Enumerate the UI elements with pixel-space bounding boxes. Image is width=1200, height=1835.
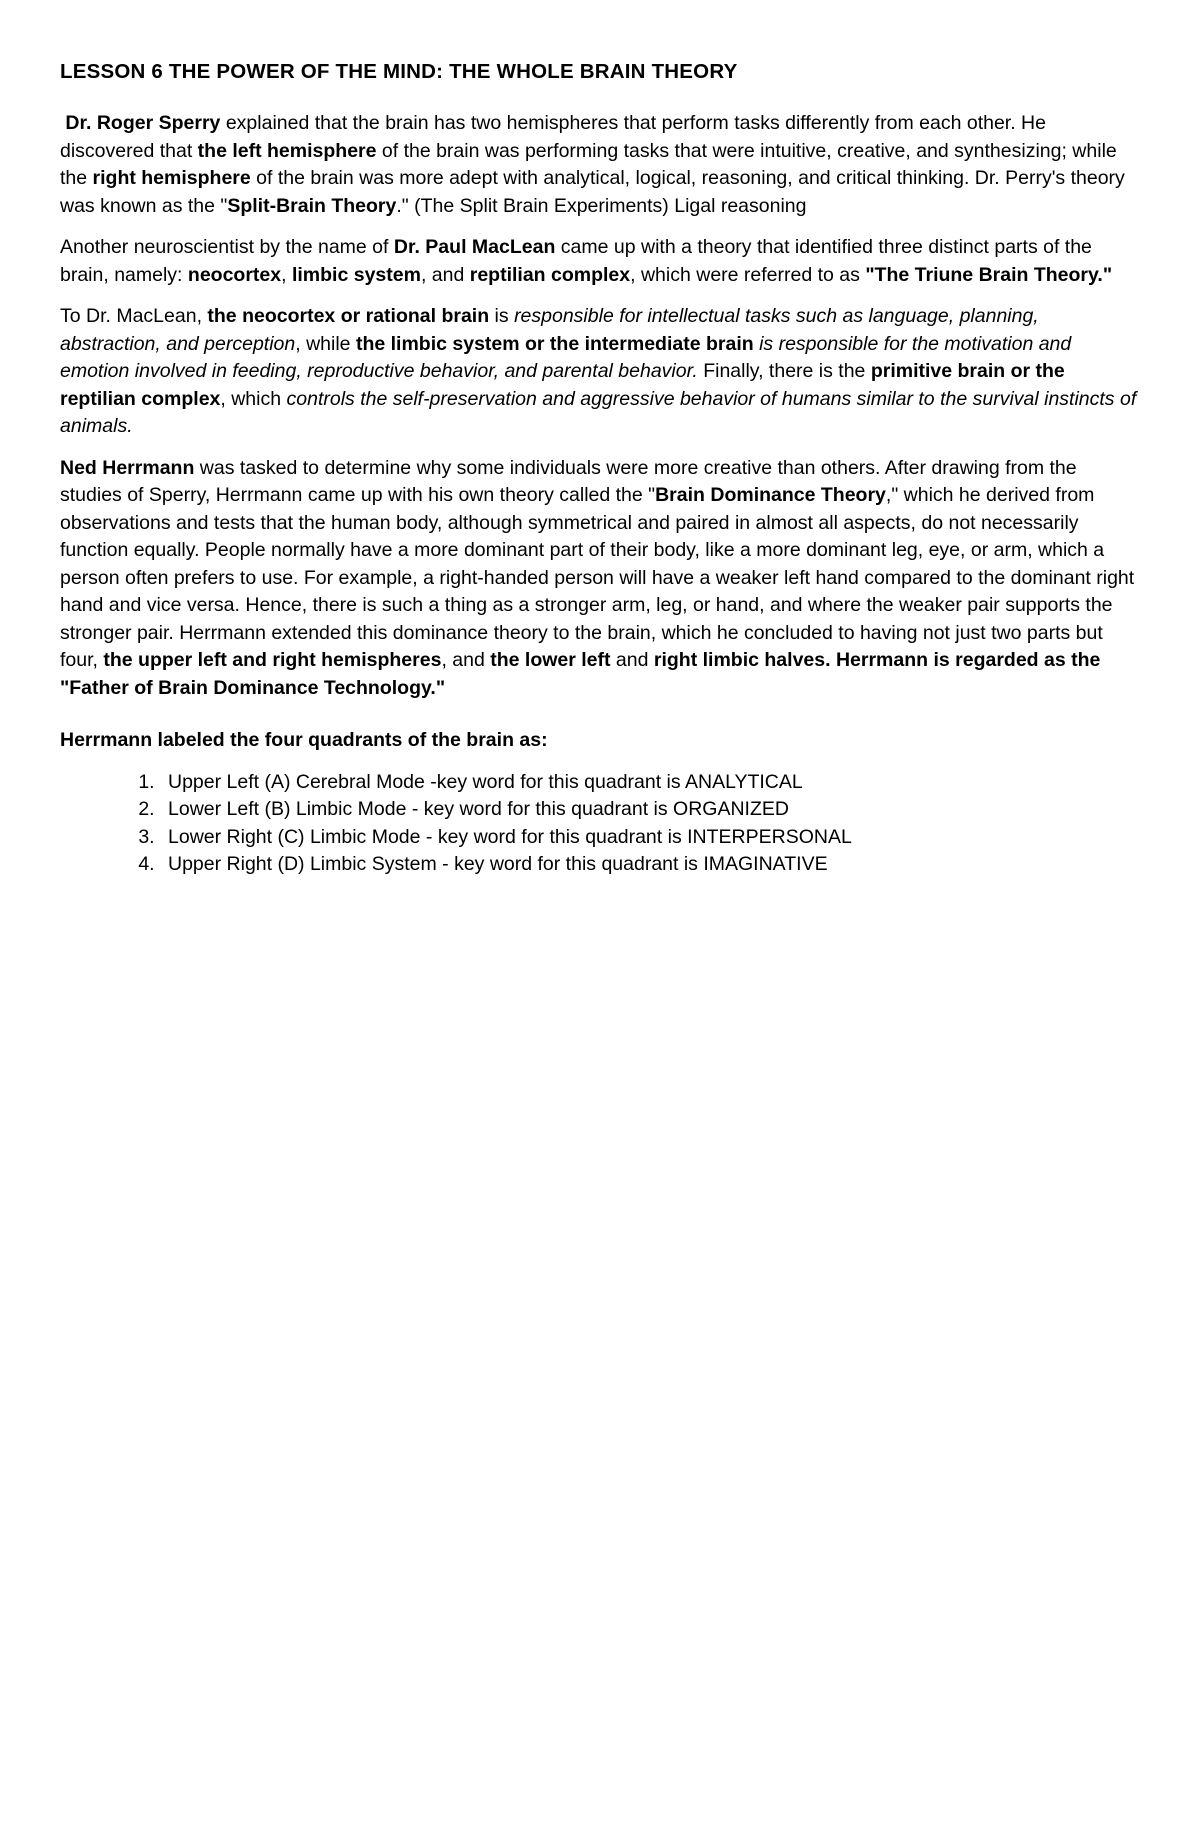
text-run: , which were referred to as <box>630 263 866 286</box>
text-run: ." (The Split Brain Experiments) Ligal reasoning <box>396 194 807 217</box>
text-run: ," which he derived from observations and tests that the human body, although symmetrical and paired in almost all aspects, do not necessarily function equally. People normally have a more dominant part of their body, like a more dominant leg, eye, or arm, which a person often prefers to use. For example, a right-handed person will have a weaker left hand compared to the dominant right hand and vice versa. Hence, there is such a thing as a stronger arm, leg, or hand, and where the weaker pair supports the stronger pair. Herrmann extended this dominance theory to the brain, which he concluded to having not just two parts but four, <box>60 484 1135 671</box>
bold-text-run: Brain Dominance Theory <box>655 484 886 506</box>
text-run: Finally, there is the <box>697 360 871 382</box>
quadrant-list <box>60 769 1140 879</box>
quadrant-list-item: 4. Upper Right (D) Limbic System - key word for this quadrant is IMAGINATIVE <box>160 851 1140 879</box>
quadrant-list-item: 2. Lower Left (B) Limbic Mode - key word for this quadrant is ORGANIZED <box>160 796 1140 824</box>
paragraph <box>60 110 1140 220</box>
paragraph <box>60 303 1140 441</box>
bold-text-run: the upper left and right hemispheres <box>103 649 442 671</box>
text-run: Another neuroscientist by the name of <box>60 236 394 258</box>
bold-text-run: Split-Brain Theory <box>227 194 397 217</box>
text-run: was tasked to determine why some individuals were more creative than others. After drawing from the studies of Sperry, Herrmann came up with his own theory called the " <box>60 456 1077 506</box>
italic-text-run: controls the self-preservation and aggressive behavior of humans similar to the survival instincts of animals. <box>60 387 1137 437</box>
text-run: of the brain was performing tasks that were intuitive, creative, and synthesizing; while the <box>60 139 1117 189</box>
text-run: , while <box>295 332 356 355</box>
text-run: came up with a theory that identified three distinct parts of the brain, namely: <box>60 236 1092 286</box>
quadrants-heading: Herrmann labeled the four quadrants of the brain as: <box>60 729 548 751</box>
italic-text-run: responsible for intellectual tasks such as language, planning, abstraction, and perception <box>60 305 1039 355</box>
bold-text-run: Ned Herrmann <box>60 456 195 479</box>
text-run: , and <box>420 263 470 286</box>
bold-text-run: Dr. Roger Sperry <box>65 112 221 134</box>
bold-text-run: "The Triune Brain Theory." <box>865 263 1113 286</box>
text-run: explained that the brain has two hemispheres that perform tasks differently from each other. He discovered that <box>60 112 1046 162</box>
bold-text-run: limbic system <box>291 263 421 286</box>
text-run: , and <box>441 649 491 671</box>
text-run: of the brain was more adept with analytical, logical, reasoning, and critical thinking. Dr. Perry's theory was known as the " <box>60 167 1125 217</box>
text-run: , which <box>220 387 287 410</box>
bold-text-run: the neocortex or rational brain <box>207 305 490 327</box>
bold-text-run: the limbic system or the intermediate brain <box>355 332 754 355</box>
lesson-title: LESSON 6 THE POWER OF THE MIND: THE WHOLE BRAIN THEORY <box>60 60 738 83</box>
bold-text-run: primitive brain or the reptilian complex <box>60 360 1065 410</box>
text-run: , <box>281 263 292 286</box>
paragraphs-container <box>60 110 1140 702</box>
bold-text-run: Dr. Paul MacLean <box>393 236 556 258</box>
bold-text-run: reptilian complex <box>469 263 631 286</box>
bold-text-run: right hemisphere <box>92 167 251 189</box>
text-run: To Dr. MacLean, <box>60 305 208 327</box>
text-run: and <box>610 649 654 671</box>
paragraph <box>60 234 1140 289</box>
quadrant-list-item: 3. Lower Right (C) Limbic Mode - key word for this quadrant is INTERPERSONAL <box>160 824 1140 852</box>
quadrant-list-item: 1. Upper Left (A) Cerebral Mode -key word for this quadrant is ANALYTICAL <box>160 769 1140 797</box>
bold-text-run: neocortex <box>187 263 282 286</box>
paragraph <box>60 455 1140 703</box>
italic-text-run: is responsible for the motivation and emotion involved in feeding, reproductive behavior, and parental behavior. <box>60 332 1072 382</box>
text-run: is <box>489 305 515 327</box>
bold-text-run: the lower left <box>490 649 611 671</box>
bold-text-run: right limbic halves. Herrmann is regarded as the "Father of Brain Dominance Technology." <box>60 649 1101 699</box>
bold-text-run: the left hemisphere <box>197 139 377 162</box>
